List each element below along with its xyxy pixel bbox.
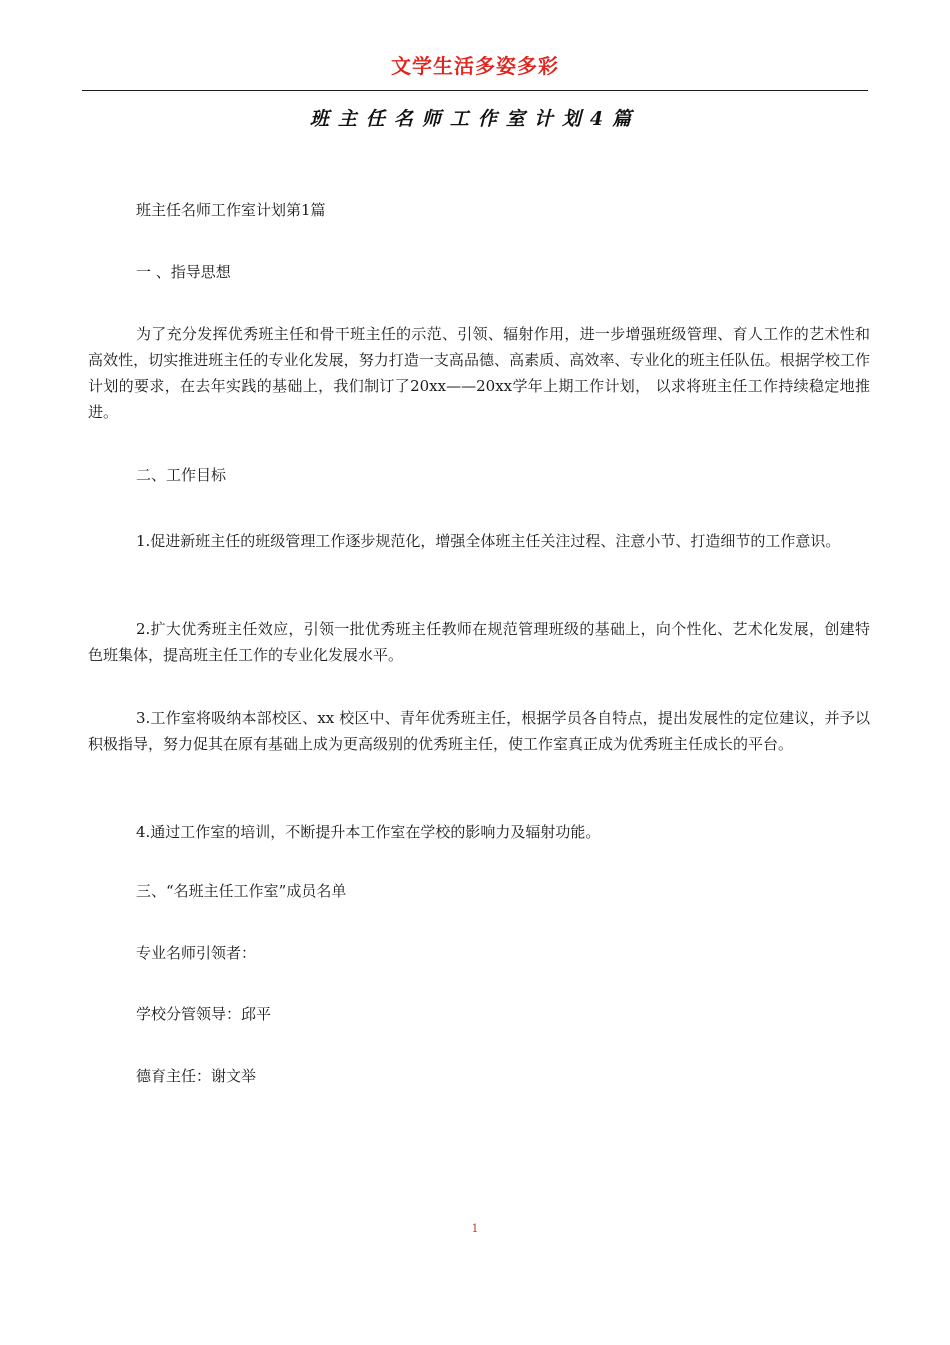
paragraph-guiding-ideology: 为了充分发挥优秀班主任和骨干班主任的示范、引领、辐射作用，进一步增强班级管理、育人工作的艺术性和高效性，切实推进班主任的专业化发展，努力打造一支高品德、高素质、高效率、专业化的班主任队伍。根据学校工作计划的要求，在去年实践的基础上，我们制订了20xx——20xx学年上期工作计划， 以求将班主任工作持续稳定地推进。 [88,325,870,421]
section-heading-work-goals: 二、工作目标 [136,466,227,484]
goal-item-1: 1.促进新班主任的班级管理工作逐步规范化，增强全体班主任关注过程、注意小节、打造细节的工作意识。 [136,532,841,550]
member-expert-leader: 专业名师引领者： [136,944,257,962]
member-moral-education-director: 德育主任：谢文举 [136,1067,257,1085]
member-school-leader: 学校分管领导：邱平 [136,1005,272,1023]
goal-item-4: 4.通过工作室的培训，不断提升本工作室在学校的影响力及辐射功能。 [136,823,601,841]
section-heading-member-list: 三、“名班主任工作室”成员名单 [136,882,347,900]
goal-item-2: 2.扩大优秀班主任效应，引领一批优秀班主任教师在规范管理班级的基础上，向个性化、艺术化发展，创建特色班集体，提高班主任工作的专业化发展水平。 [88,620,870,664]
document-title: 班主任名师工作室计划4篇 [309,108,641,130]
page-number: 1 [471,1222,479,1235]
section-heading-part1: 班主任名师工作室计划第1篇 [136,201,326,219]
header-banner-text: 文学生活多姿多彩 [391,54,559,78]
goal-item-3: 3.工作室将吸纳本部校区、xx 校区中、青年优秀班主任，根据学员各自特点，提出发展性的定位建议，并予以积极指导，努力促其在原有基础上成为更高级别的优秀班主任，使工作室真正成为优秀班主任成长的平台。 [88,709,870,753]
section-heading-guiding-ideology: 一 、指导思想 [136,263,231,281]
header-divider [82,90,868,91]
